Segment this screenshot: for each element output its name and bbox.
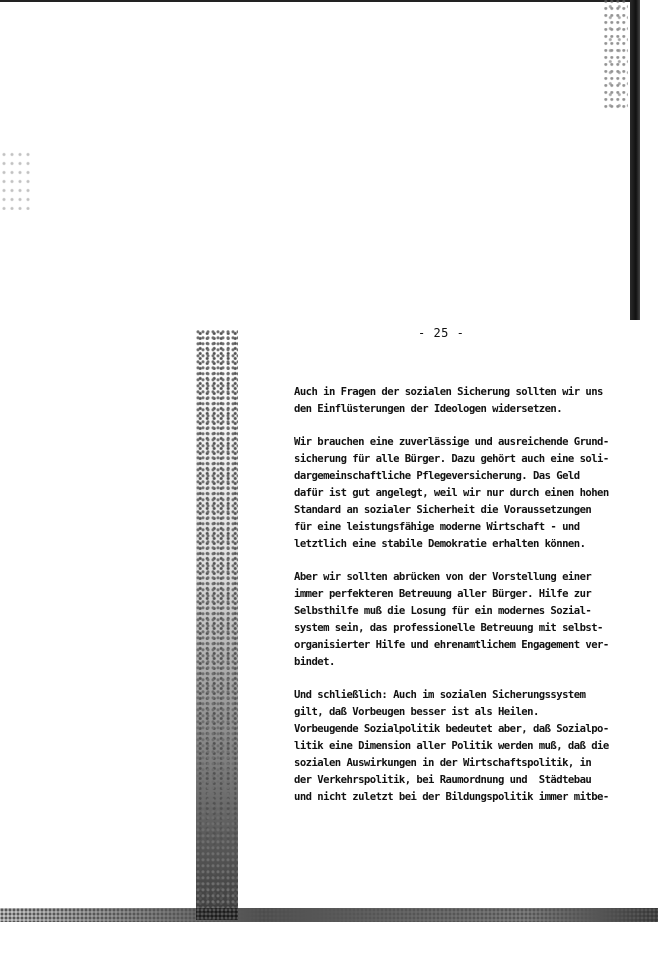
scan-binding-shadow (196, 330, 238, 920)
text-line: den Einflüsterungen der Ideologen widersetzen. (294, 403, 563, 415)
text-line: dargemeinschaftliche Pflegeversicherung. Das Geld (294, 470, 580, 482)
scan-right-edge-shadow (630, 0, 640, 320)
document-body (294, 384, 609, 822)
text-line: Auch in Fragen der sozialen Sicherung sollten wir uns (294, 386, 603, 398)
text-line: litik eine Dimension aller Politik werden muß, daß die (294, 740, 609, 752)
scan-noise-top-right (604, 0, 628, 110)
text-line: Wir brauchen eine zuverlässige und ausreichende Grund- (294, 436, 609, 448)
paragraph-3 (294, 569, 609, 671)
text-line: Aber wir sollten abrücken von der Vorstellung einer (294, 571, 592, 583)
text-line: letztlich eine stabile Demokratie erhalten können. (294, 538, 586, 550)
paragraph-2 (294, 434, 609, 553)
text-line: organisierter Hilfe und ehrenamtlichem Engagement ver- (294, 639, 609, 651)
paragraph-1 (294, 384, 603, 418)
text-line: Selbsthilfe muß die Losung für ein modernes Sozial- (294, 605, 592, 617)
scan-bottom-edge-shadow (0, 908, 658, 922)
text-line: sozialen Auswirkungen in der Wirtschaftspolitik, in (294, 757, 592, 769)
text-line: immer perfekteren Betreuung aller Bürger. Hilfe zur (294, 588, 592, 600)
text-line: bindet. (294, 656, 335, 668)
text-line: Standard an sozialer Sicherheit die Voraussetzungen (294, 504, 592, 516)
text-line: system sein, das professionelle Betreuung mit selbst- (294, 622, 603, 634)
page-number: - 25 - (418, 326, 465, 340)
scan-noise-left (0, 150, 30, 210)
text-line: sicherung für alle Bürger. Dazu gehört auch eine soli- (294, 453, 609, 465)
text-line: Vorbeugende Sozialpolitik bedeutet aber, daß Sozialpo- (294, 723, 609, 735)
text-line: der Verkehrspolitik, bei Raumordnung und Städtebau (294, 774, 592, 786)
text-line: Und schließlich: Auch im sozialen Sicherungssystem (294, 689, 586, 701)
text-line: gilt, daß Vorbeugen besser ist als Heilen. (294, 706, 539, 718)
paragraph-4 (294, 687, 609, 806)
scan-top-edge (0, 0, 640, 2)
text-line: und nicht zuletzt bei der Bildungspolitik immer mitbe- (294, 791, 609, 803)
text-line: für eine leistungsfähige moderne Wirtschaft - und (294, 521, 580, 533)
text-line: dafür ist gut angelegt, weil wir nur durch einen hohen (294, 487, 609, 499)
